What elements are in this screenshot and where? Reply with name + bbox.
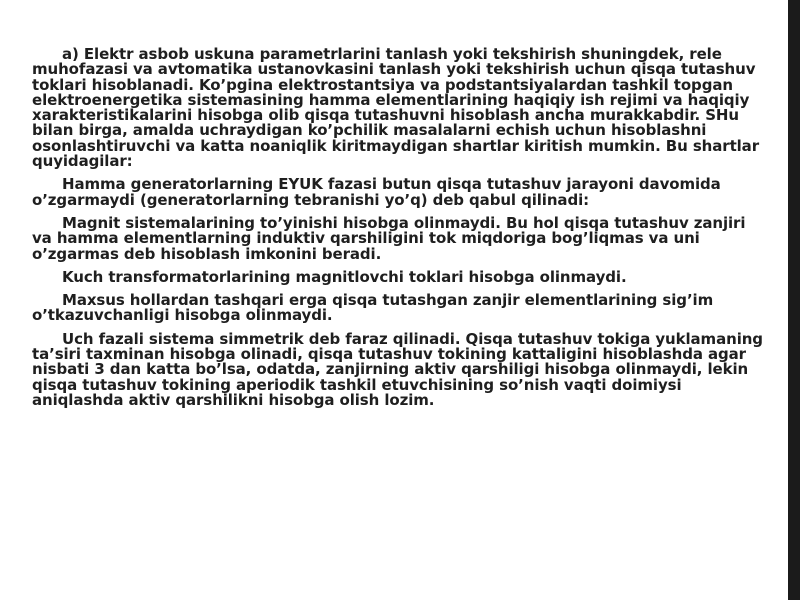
paragraph-condition-symmetry: Uch fazali sistema simmetrik deb faraz qilinadi. Qisqa tutashuv tokiga yuklamaning ta’siri taxminan hisobga olinadi, qisqa tutashuv tokining kattaligini hisoblashda agar nisbati 3 dan katta bo’lsa, odatda, zanjirning aktiv qarshiligi hisobga olinmaydi, lekin qisqa tutashuv tokining aperiodik tashkil etuvchisining so’nish vaqti doimiysi aniqlashda aktiv qarshilikni hisobga olish lozim. [32, 329, 763, 409]
paragraph-condition-saturation: Magnit sistemalarining to’yinishi hisobga olinmaydi. Bu hol qisqa tutashuv zanjiri va hamma elementlarning induktiv qarshiligini tok miqdoriga bog’liqmas va uni o’zgarmas deb hisoblash imkonini beradi. [32, 213, 746, 263]
slide-right-edge-bar [788, 0, 800, 600]
paragraph-condition-magnetizing: Kuch transformatorlarining magnitlovchi toklari hisobga olinmaydi. [62, 267, 627, 286]
paragraph-condition-capacitance: Maxsus hollardan tashqari erga qisqa tutashgan zanjir elementlarining sig’im o’tkazuvchanligi hisobga olinmaydi. [32, 291, 714, 325]
slide-text-body [32, 47, 770, 416]
paragraph-condition-generators: Hamma generatorlarning EYUK fazasi butun qisqa tutashuv jarayoni davomida o’zgarmaydi (generatorlarning tebranishi yo’q) deb qabul qilinadi: [32, 175, 721, 209]
paragraph-intro: a) Elektr asbob uskuna parametrlarini tanlash yoki tekshirish shuningdek, rele muhofazasi va avtomatika ustanovkasini tanlash yoki tekshirish uchun qisqa tutashuv toklari hisoblanadi. Ko’pgina elektrostantsiya va podstantsiyalardan tashkil topgan elektroenergetika sistemasining hamma elementlarining haqiqiy ish rejimi va haqiqiy xarakteristikalarini hisobga olib qisqa tutashuvni hisoblash ancha murakkabdir. SHu bilan birga, amalda uchraydigan ko’pchilik masalalarni echish uchun hisoblashni osonlashtiruvchi va katta noaniqlik kiritmaydigan shartlar kiritish mumkin. Bu shartlar quyidagilar: [32, 45, 759, 171]
